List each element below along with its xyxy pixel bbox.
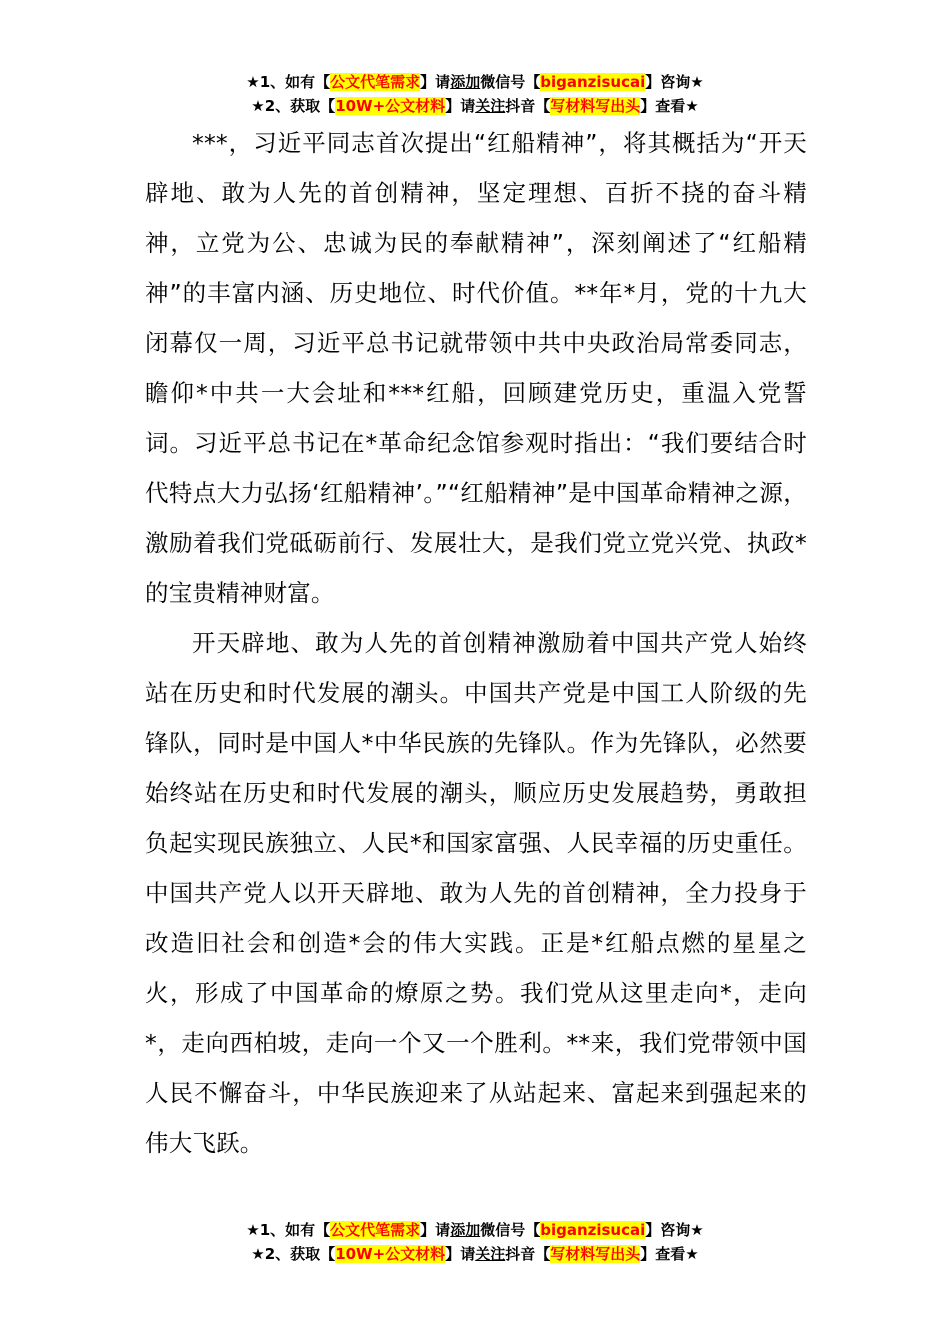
banner-text: 】请	[420, 1221, 451, 1239]
banner-line-1	[0, 70, 950, 94]
paragraph-2: 开天辟地、敢为人先的首创精神激励着中国共产党人始终站在历史和时代发展的潮头。中国共产党是中国工人阶级的先锋队，同时是中国人*中华民族的先锋队。作为先锋队，必然要始终站在历史和时代发展的潮头，顺应历史发展趋势，勇敢担负起实现民族独立、人民*和国家富强、人民幸福的历史重任。中国共产党人以开天辟地、敢为人先的首创精神，全力投身于改造旧社会和创造*会的伟大实践。正是*红船点燃的星星之火，形成了中国革命的燎原之势。我们党从这里走向*，走向*，走向西柏坡，走向一个又一个胜利。**来，我们党带领中国人民不懈奋斗，中华民族迎来了从站起来、富起来到强起来的伟大飞跃。	[145, 629, 807, 1157]
highlight-douyin-id: 写材料写出头	[550, 1245, 641, 1263]
banner-line-2	[0, 94, 950, 118]
banner-line-1	[0, 1218, 950, 1242]
banner-text: 微信号【	[480, 1221, 541, 1239]
highlight-wechat-id: biganzisucai	[540, 73, 646, 91]
banner-text: ★1、如有【	[246, 1221, 331, 1239]
banner-text: ★2、获取【	[251, 1245, 336, 1263]
header-banner	[0, 70, 950, 118]
banner-text: 】请	[445, 97, 476, 115]
banner-text: 】请	[445, 1245, 476, 1263]
highlight-service: 公文代笔需求	[330, 1221, 421, 1239]
banner-text: 】请	[420, 73, 451, 91]
footer-banner	[0, 1218, 950, 1266]
banner-text: 】咨询★	[645, 1221, 704, 1239]
paragraph-1: ***，习近平同志首次提出“红船精神”，将其概括为“开天辟地、敢为人先的首创精神，坚定理想、百折不挠的奋斗精神，立党为公、忠诚为民的奉献精神”，深刻阐述了“红船精神”的丰富内涵、历史地位、时代价值。**年*月，党的十九大闭幕仅一周，习近平总书记就带领中共中央政治局常委同志，瞻仰*中共一大会址和***红船，回顾建党历史，重温入党誓词。习近平总书记在*革命纪念馆参观时指出：“我们要结合时代特点大力弘扬‘红船精神’。”“红船精神”是中国革命精神之源，激励着我们党砥砺前行、发展壮大，是我们党立党兴党、执政*的宝贵精神财富。	[145, 129, 807, 607]
highlight-materials: 10W+公文材料	[335, 97, 446, 115]
banner-text: ★1、如有【	[246, 73, 331, 91]
document-body	[145, 118, 807, 1168]
highlight-wechat-id: biganzisucai	[540, 1221, 646, 1239]
banner-emphasis: 关注	[475, 1245, 506, 1263]
banner-text: 微信号【	[480, 73, 541, 91]
banner-text: 】咨询★	[645, 73, 704, 91]
highlight-service: 公文代笔需求	[330, 73, 421, 91]
banner-text: 抖音【	[505, 1245, 551, 1263]
highlight-douyin-id: 写材料写出头	[550, 97, 641, 115]
banner-text: 】查看★	[640, 1245, 699, 1263]
banner-text: 抖音【	[505, 97, 551, 115]
banner-emphasis: 添加	[450, 73, 481, 91]
banner-line-2	[0, 1242, 950, 1266]
banner-text: ★2、获取【	[251, 97, 336, 115]
highlight-materials: 10W+公文材料	[335, 1245, 446, 1263]
banner-emphasis: 关注	[475, 97, 506, 115]
banner-text: 】查看★	[640, 97, 699, 115]
banner-emphasis: 添加	[450, 1221, 481, 1239]
